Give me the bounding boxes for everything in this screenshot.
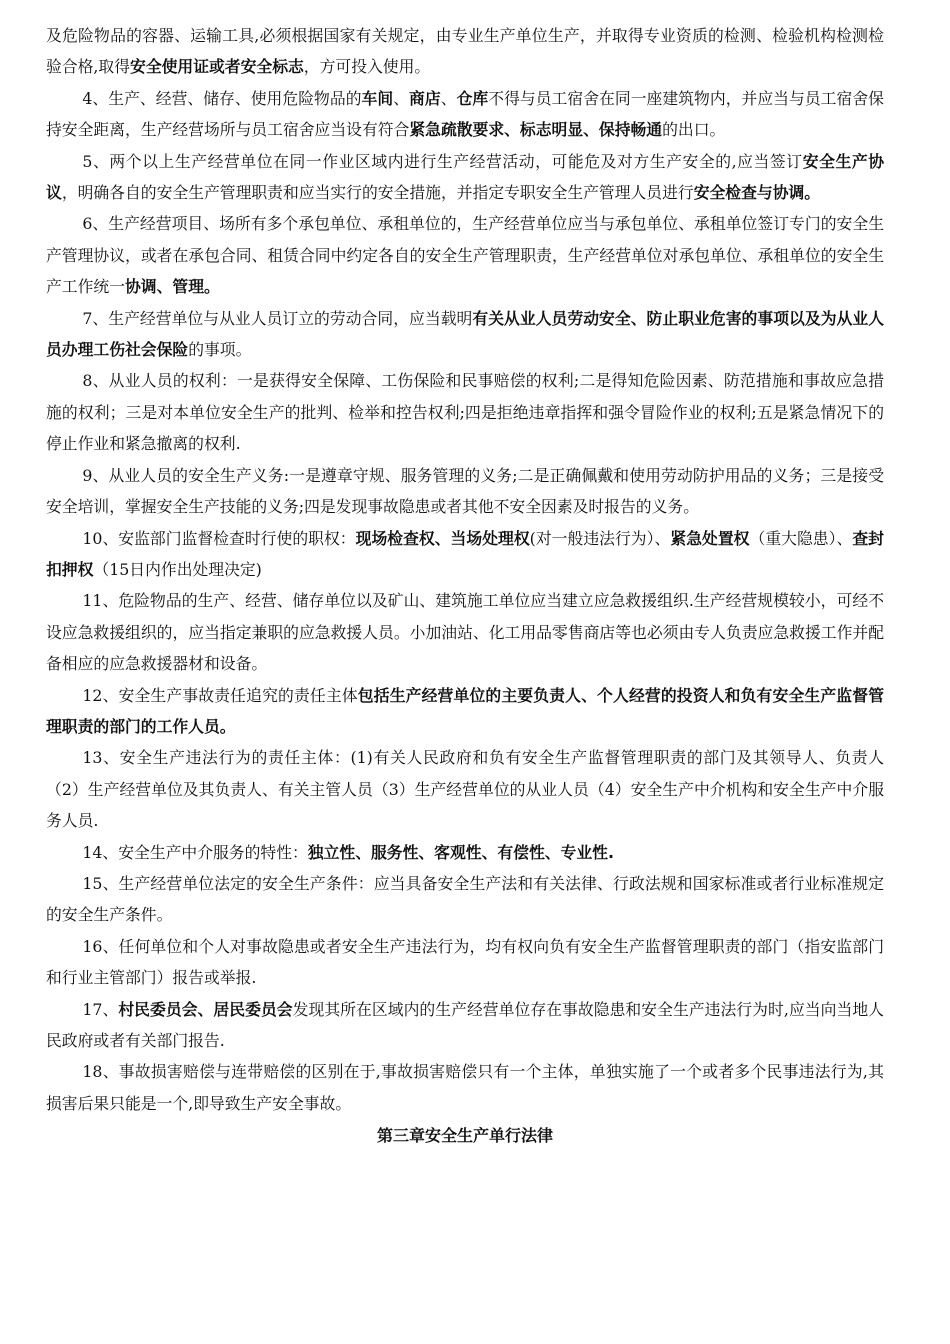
text-run: 10、安监部门监督检查时行使的职权： xyxy=(82,528,356,548)
text-run: 的事项。 xyxy=(188,340,252,360)
bold-text: 查封扣押权 xyxy=(46,528,884,579)
bold-text: 独立性、服务性、客观性、有偿性、专业性. xyxy=(307,842,614,862)
text-run: 14、安全生产中介服务的特性： xyxy=(82,842,308,862)
chapter-heading: 第三章安全生产单行法律 xyxy=(376,1126,553,1146)
paragraph xyxy=(46,1056,884,1119)
paragraph xyxy=(46,868,884,931)
text-run: 9、从业人员的安全生产义务:一是遵章守规、服务管理的义务;二是正确佩戴和使用劳动防护用品的义务；三是接受安全培训，掌握安全生产技能的义务;四是发现事故隐患或者其他不安全因素及时报告的义务。 xyxy=(46,465,884,517)
paragraph xyxy=(46,146,884,209)
bold-text: 仓库 xyxy=(456,88,489,108)
text-run: 18、事故损害赔偿与连带赔偿的区别在于,事故损害赔偿只有一个主体，单独实施了一个或者多个民事违法行为,其损害后果只能是一个,即导致生产安全事故。 xyxy=(46,1062,884,1113)
paragraph xyxy=(46,931,884,994)
text-run: 8、从业人员的权利：一是获得安全保障、工伤保险和民事赔偿的权利;二是得知危险因素、防范措施和事故应急措施的权利；三是对本单位安全生产的批判、检举和控告权利;四是拒绝违章指挥和强令冒险作业的权利;五是紧急情况下的停止作业和紧急撤离的权利. xyxy=(46,371,884,454)
text-run: 发现其所在区域内的生产经营单位存在事故隐患和安全生产违法行为时,应当向当地人民政府或者有关部门报告. xyxy=(46,999,884,1050)
bold-text: 车间 xyxy=(361,88,394,108)
text-run: 16、任何单位和个人对事故隐患或者安全生产违法行为，均有权向负有安全生产监督管理职责的部门（指安监部门和行业主管部门）报告或举报. xyxy=(46,936,884,988)
bold-text: 协调、管理。 xyxy=(125,277,220,297)
paragraph xyxy=(46,83,884,146)
bold-text: 安全使用证或者安全标志 xyxy=(130,57,304,77)
paragraph xyxy=(46,994,884,1057)
text-run: 4、生产、经营、储存、使用危险物品的 xyxy=(82,88,362,108)
bold-text: 包括生产经营单位的主要负责人、个人经营的投资人和负有安全生产监督管理职责的部门的工作人员。 xyxy=(46,685,884,736)
bold-text: 现场检查权、当场处理权 xyxy=(355,528,530,548)
text-run: 17、 xyxy=(82,999,119,1019)
text-run: 、 xyxy=(393,88,410,108)
bold-text: 商店 xyxy=(409,88,441,108)
text-run: ，明确各自的安全生产管理职责和应当实行的安全措施，并指定专职安全生产管理人员进行 xyxy=(61,183,694,203)
text-run: ，方可投入使用。 xyxy=(303,57,431,77)
document-body xyxy=(46,20,884,1119)
paragraph xyxy=(46,837,884,868)
bold-text: 有关从业人员劳动安全、防止职业危害的事项以及为从业人员办理工伤社会保险 xyxy=(46,308,884,360)
bold-text: 安全生产协议 xyxy=(46,151,884,203)
paragraph xyxy=(46,20,884,83)
paragraph xyxy=(46,742,884,836)
paragraph xyxy=(46,523,884,586)
paragraph xyxy=(46,585,884,679)
text-run: 5、两个以上生产经营单位在同一作业区域内进行生产经营活动，可能危及对方生产安全的,应当签订 xyxy=(82,151,803,171)
text-run: 11、危险物品的生产、经营、储存单位以及矿山、建筑施工单位应当建立应急救援组织.生产经营规模较小，可经不设应急救援组织的，应当指定兼职的应急救援人员。小加油站、化工用品零售商店等也必须由专人负责应急救援工作并配备相应的应急救援器材和设备。 xyxy=(46,591,884,674)
text-run: （重大隐患）、 xyxy=(749,528,853,548)
text-run: 、 xyxy=(440,88,457,108)
text-run: 及危险物品的容器、运输工具,必须根据国家有关规定，由专业生产单位生产，并取得专业资质的检测、检验机构检测检验合格,取得 xyxy=(46,26,884,77)
text-run: 的出口。 xyxy=(662,120,726,140)
bold-text: 紧急处置权 xyxy=(670,528,750,548)
paragraph xyxy=(46,365,884,459)
text-run: （15日内作出处理决定) xyxy=(93,559,262,579)
text-run: 7、生产经营单位与从业人员订立的劳动合同，应当载明 xyxy=(82,308,473,328)
text-run: 13、安全生产违法行为的责任主体：(1)有关人民政府和负有安全生产监督管理职责的部门及其领导人、负责人（2）生产经营单位及其负责人、有关主管人员（3）生产经营单位的从业人员（4）安全生产中介机构和安全生产中介服务人员. xyxy=(46,748,884,831)
paragraph xyxy=(46,303,884,366)
text-run: 12、安全生产事故责任追究的责任主体 xyxy=(82,685,358,705)
paragraph xyxy=(46,680,884,743)
text-run: 6、生产经营项目、场所有多个承包单位、承租单位的，生产经营单位应当与承包单位、承租单位签订专门的安全生产管理协议，或者在承包合同、租赁合同中约定各自的安全生产管理职责，生产经营单位对承包单位、承租单位的安全生产工作统一 xyxy=(46,214,884,297)
bold-text: 村民委员会、居民委员会 xyxy=(118,999,293,1019)
text-run: 15、生产经营单位法定的安全生产条件：应当具备安全生产法和有关法律、行政法规和国家标准或者行业标准规定的安全生产条件。 xyxy=(46,873,884,925)
bold-text: 紧急疏散要求、标志明显、保持畅通 xyxy=(409,120,663,140)
text-run: (对一般违法行为）、 xyxy=(529,528,671,548)
paragraph xyxy=(46,208,884,302)
paragraph xyxy=(46,460,884,523)
bold-text: 安全检查与协调。 xyxy=(693,183,821,203)
text-run: 不得与员工宿舍在同一座建筑物内，并应当与员工宿舍保持安全距离，生产经营场所与员工宿舍应当设有符合 xyxy=(46,88,884,140)
